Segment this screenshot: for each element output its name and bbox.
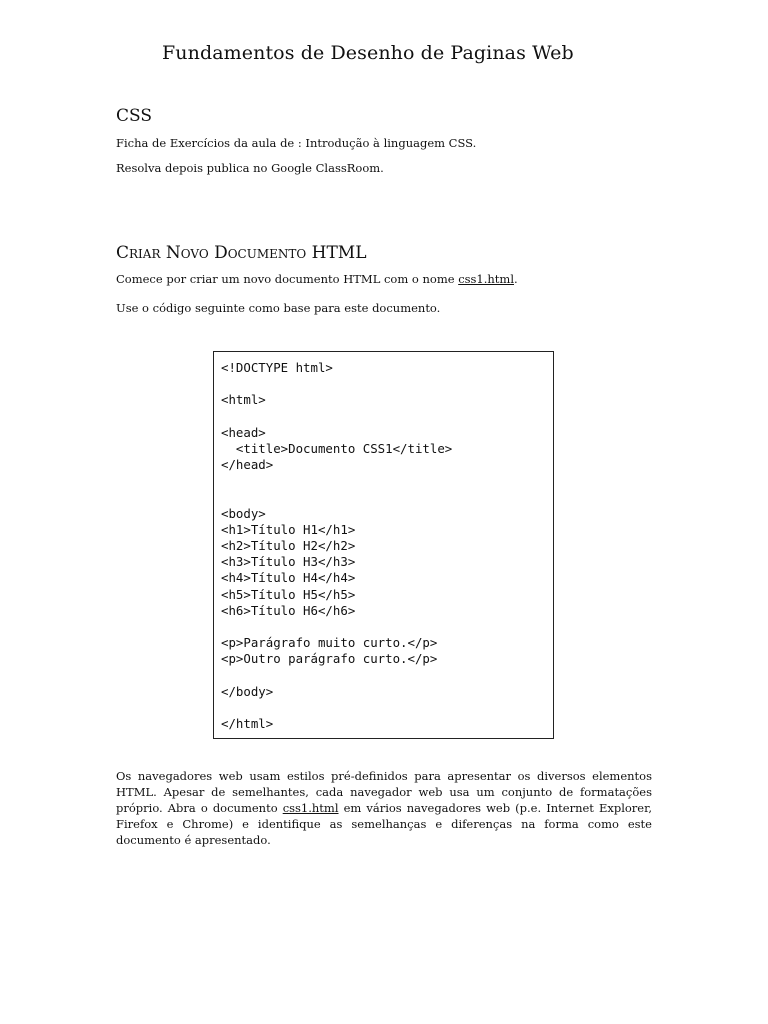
closing-paragraph [116,768,652,848]
closing-text-part1: Os navegadores web usam estilos pré-definidos para apresentar os diversos elementos HTML. Apesar de semelhantes, cada navegador web usa um conjunto de formatações próprio. Abra o documento [116,769,652,815]
code-line: <p>Parágrafo muito curto.</p> [221,635,438,651]
instruction-period: . [514,272,518,286]
create-document-instruction [116,271,518,287]
code-line: </body> [221,683,274,699]
document-title: Fundamentos de Desenho de Paginas Web [162,42,574,64]
code-line: </html> [221,716,274,732]
code-line: <h3>Título H3</h3> [221,554,356,570]
code-line: <head> [221,424,266,440]
code-line: <p>Outro parágrafo curto.</p> [221,651,438,667]
code-block [213,351,554,739]
code-line: <h4>Título H4</h4> [221,570,356,586]
code-line: <title>Documento CSS1</title> [221,440,453,456]
instruction-text: Comece por criar um novo documento HTML com o nome [116,272,459,286]
code-line [221,700,553,716]
section-heading-css: CSS [116,106,153,126]
code-line [221,619,553,635]
code-line: <h2>Título H2</h2> [221,538,356,554]
submission-instruction-line: Resolva depois publica no Google ClassRoom. [116,161,384,175]
exercise-sheet-line: Ficha de Exercícios da aula de : Introdução à linguagem CSS. [116,136,477,150]
code-line: <h5>Título H5</h5> [221,586,356,602]
section-heading-new-document: Criar Novo Documento HTML [116,243,367,263]
code-line: <!DOCTYPE html> [221,360,333,375]
use-code-instruction: Use o código seguinte como base para este documento. [116,301,441,315]
code-line [221,668,553,684]
filename-css1: css1.html [458,272,515,286]
code-line: <html> [221,392,266,408]
code-line [221,409,553,425]
code-line: <body> [221,505,266,521]
code-line [221,376,553,392]
closing-text-part2: em vários navegadores web (p.e. Internet Explorer, Firefox e Chrome) e identifique as semelhanças e diferenças na forma como este documento é apresentado. [116,801,652,847]
code-line: <h6>Título H6</h6> [221,602,356,618]
code-line: </head> [221,457,274,473]
code-line [221,473,553,489]
filename-css1-inline: css1.html [282,801,339,815]
code-line [221,490,553,506]
code-line: <h1>Título H1</h1> [221,521,356,537]
